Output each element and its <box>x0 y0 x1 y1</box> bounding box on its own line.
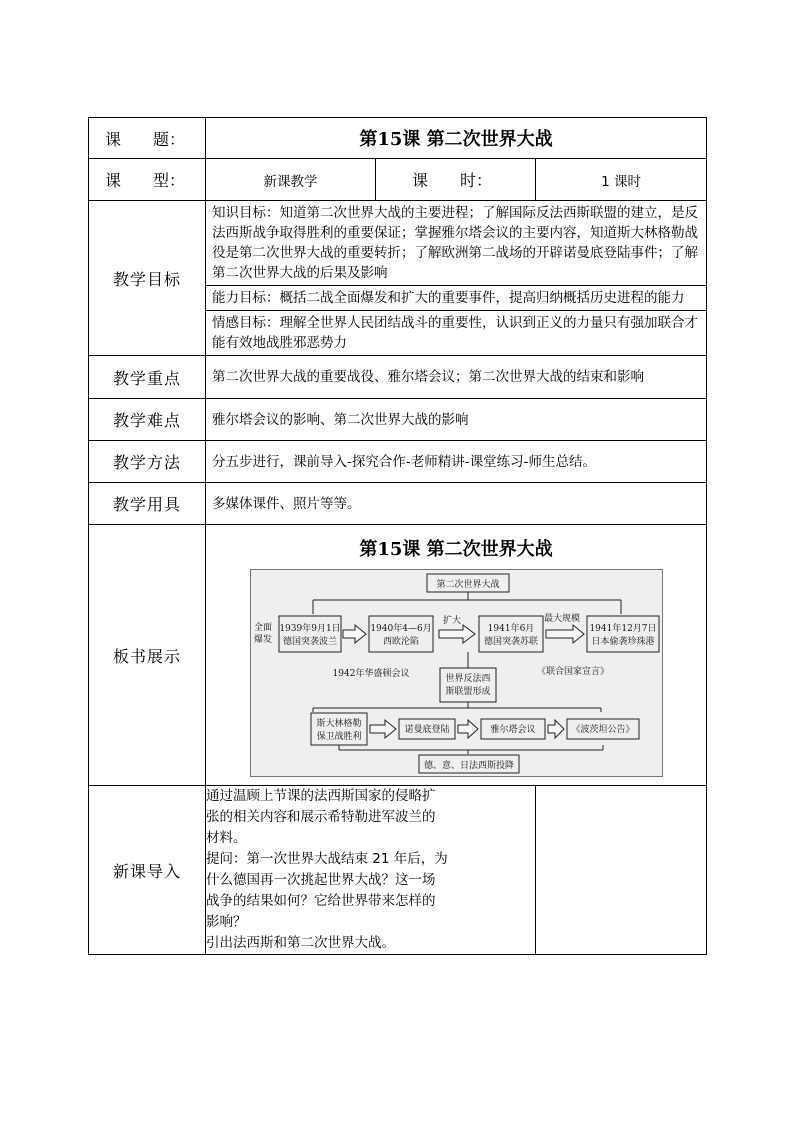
arrow-5 <box>458 720 478 738</box>
diagram-text-e2-2: 西欧沦陷 <box>382 637 420 647</box>
diagram-text-outbreak-2: 爆发 <box>253 635 273 645</box>
intro-line: 提问：第一次世界大战结束 21 年后，为 <box>206 851 448 867</box>
ability-objective: 能力目标：概括二战全面爆发和扩大的重要事件，提高归纳概括历史进程的能力 <box>206 285 706 310</box>
methods-value: 分五步进行，课前导入-探究合作-老师精讲-课堂练习-师生总结。 <box>206 441 707 483</box>
type-row <box>89 159 707 201</box>
emotion-objective: 情感目标：理解全世界人民团结战斗的重要性，认识到正义的力量只有强加联合才能有效地战胜邪恶势力 <box>206 310 706 355</box>
difficulties-label: 教学难点 <box>89 399 206 441</box>
diagram-svg <box>251 570 662 776</box>
board-row <box>89 525 707 786</box>
intro-line: 影响？ <box>206 914 247 930</box>
diagram-text-e3-1: 1941年6月 <box>487 624 535 634</box>
arrow-2 <box>439 625 475 643</box>
knowledge-objective: 知识目标：知道第二次世界大战的主要进程；了解国际反法西斯联盟的建立，是反法西斯战争取得胜利的重要保证；掌握雅尔塔会议的主要内容，知道斯大林格勒战役是第二次世界大战的重要转折；了解欧洲第二战场的开辟诺曼底登陆事件；了解第二次世界大战的后果及影响 <box>212 205 698 281</box>
arrow-3 <box>546 625 584 643</box>
diagram-text-stal-1: 斯大林格勒 <box>316 719 362 729</box>
arrow-1 <box>343 625 366 643</box>
type-value: 新课教学 <box>206 159 376 201</box>
key-points-row <box>89 356 707 399</box>
diagram-text-potsdam: 《波茨坦公告》 <box>571 725 635 735</box>
difficulties-row <box>89 399 707 441</box>
arrow-6 <box>548 720 564 738</box>
hours-label: 课 时： <box>376 159 536 201</box>
diagram-text-conf1942: 1942年华盛顿会议 <box>332 669 410 679</box>
diagram-text-alliance-1: 世界反法西 <box>445 674 491 684</box>
intro-line: 战争的结果如何？它给世界带来怎样的 <box>206 893 436 909</box>
diagram-text-stal-2: 保卫战胜利 <box>316 732 362 742</box>
type-label: 课 型： <box>89 159 206 201</box>
diagram-text-e3-2: 德国突袭苏联 <box>483 637 539 647</box>
difficulties-value: 雅尔塔会议的影响、第二次世界大战的影响 <box>206 399 707 441</box>
tools-label: 教学用具 <box>89 483 206 525</box>
intro-line: 张的相关内容和展示希特勒进军波兰的 <box>206 809 436 825</box>
diagram-text-e1-1: 1939年9月1日 <box>279 624 341 634</box>
intro-label: 新课导入 <box>89 786 206 955</box>
key-points-label: 教学重点 <box>89 356 206 399</box>
diagram-text-e2-1: 1940年4—6月 <box>370 624 432 634</box>
diagram-text-normandy: 诺曼底登陆 <box>404 725 450 735</box>
diagram-text-e1-2: 德国突袭波兰 <box>282 637 338 647</box>
methods-row <box>89 441 707 483</box>
tools-value: 多媒体课件、照片等等。 <box>206 483 707 525</box>
diagram-text-max: 最大规模 <box>543 614 581 624</box>
intro-line: 通过温顾上节课的法西斯国家的侵略扩 <box>206 788 436 804</box>
objectives-row <box>89 201 707 356</box>
board-label: 板书展示 <box>89 525 206 786</box>
diagram-text-outbreak-1: 全面 <box>253 623 273 633</box>
topic-row <box>89 118 707 159</box>
methods-label: 教学方法 <box>89 441 206 483</box>
intro-text <box>206 786 536 955</box>
intro-row <box>89 786 707 955</box>
diagram-text-e4-2: 日本偷袭珍珠港 <box>591 637 655 647</box>
diagram-text-expand: 扩大 <box>442 616 462 626</box>
arrow-4 <box>370 720 396 738</box>
diagram-text-declaration: 《联合国家宣言》 <box>536 667 610 677</box>
intro-line: 引出法西斯和第二次世界大战。 <box>206 935 395 951</box>
intro-notes-cell <box>536 786 707 955</box>
diagram-text-top: 第二次世界大战 <box>436 580 500 590</box>
topic-label: 课 题： <box>89 118 206 159</box>
tools-row <box>89 483 707 525</box>
objectives-label: 教学目标 <box>89 201 206 356</box>
hours-value: 1 课时 <box>536 159 707 201</box>
diagram-text-alliance-2: 斯联盟形成 <box>445 687 491 697</box>
lesson-title: 第15课 第二次世界大战 <box>206 118 707 159</box>
board-diagram <box>250 569 663 777</box>
lesson-plan-table <box>88 117 707 955</box>
diagram-text-yalta: 雅尔塔会议 <box>490 725 536 735</box>
intro-line: 什么德国再一次挑起世界大战？这一场 <box>206 872 436 888</box>
intro-line: 材料。 <box>206 830 247 846</box>
board-title: 第15课 第二次世界大战 <box>359 539 553 560</box>
key-points-value: 第二次世界大战的重要战役、雅尔塔会议；第二次世界大战的结束和影响 <box>206 356 707 399</box>
diagram-text-e4-1: 1941年12月7日 <box>589 624 657 634</box>
diagram-text-surrender: 德、意、日法西斯投降 <box>423 761 515 771</box>
